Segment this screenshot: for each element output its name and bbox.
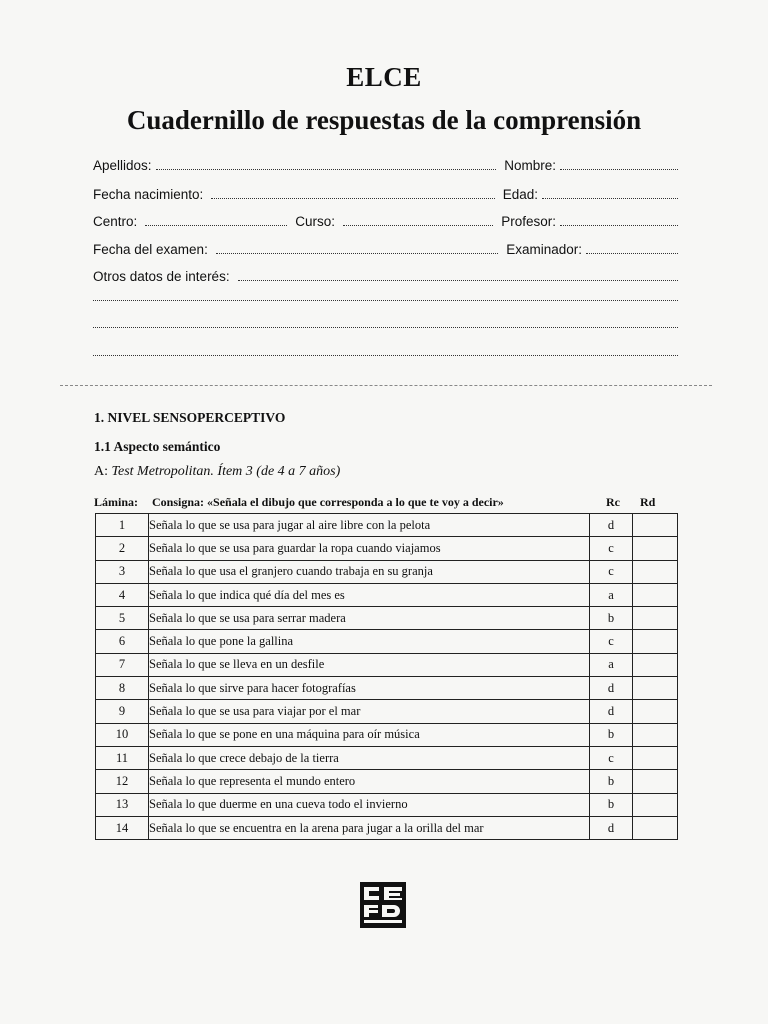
test-prefix: A: [94, 464, 108, 479]
lamina-number: 9 [96, 700, 149, 723]
fecha-nacimiento-label: Fecha nacimiento: [93, 187, 204, 202]
rd-answer-cell[interactable] [633, 537, 678, 560]
extra-line-1[interactable] [93, 297, 678, 301]
test-name: Test Metropolitan. Ítem 3 (de 4 a 7 años) [111, 464, 341, 479]
rc-answer: c [590, 537, 633, 560]
consigna-text: Señala lo que indica qué día del mes es [149, 583, 590, 606]
rc-answer: a [590, 583, 633, 606]
lamina-number: 6 [96, 630, 149, 653]
apellidos-field[interactable] [156, 166, 497, 170]
centro-field[interactable] [145, 222, 287, 226]
lamina-number: 2 [96, 537, 149, 560]
fecha-examen-label: Fecha del examen: [93, 242, 208, 257]
rd-answer-cell[interactable] [633, 700, 678, 723]
col-rd-header: Rd [640, 495, 656, 509]
col-rc-header: Rc [606, 495, 620, 509]
consigna-text: Señala lo que se usa para viajar por el mar [149, 700, 590, 723]
form-row-extra-3 [93, 352, 678, 372]
answer-table [95, 513, 678, 840]
rd-answer-cell[interactable] [633, 770, 678, 793]
table-row [96, 630, 678, 653]
rc-answer: b [590, 607, 633, 630]
rc-answer: d [590, 514, 633, 537]
rc-answer: c [590, 560, 633, 583]
rc-answer: d [590, 677, 633, 700]
curso-label: Curso: [295, 214, 336, 229]
rd-answer-cell[interactable] [633, 816, 678, 839]
rd-answer-cell[interactable] [633, 560, 678, 583]
test-title [94, 464, 340, 480]
consigna-text: Señala lo que se pone en una máquina para oír música [149, 723, 590, 746]
consigna-text: Señala lo que se usa para jugar al aire libre con la pelota [149, 514, 590, 537]
consigna-text: Señala lo que pone la gallina [149, 630, 590, 653]
rc-answer: c [590, 746, 633, 769]
consigna-text: Señala lo que se usa para serrar madera [149, 607, 590, 630]
cepe-logo-icon [360, 882, 406, 928]
lamina-number: 8 [96, 677, 149, 700]
table-row [96, 537, 678, 560]
rd-answer-cell[interactable] [633, 630, 678, 653]
table-row [96, 700, 678, 723]
apellidos-label: Apellidos: [93, 158, 152, 173]
lamina-number: 14 [96, 816, 149, 839]
otros-datos-field[interactable] [238, 277, 678, 281]
curso-field[interactable] [343, 222, 493, 226]
lamina-number: 13 [96, 793, 149, 816]
form-row-fecha-nacimiento [93, 187, 678, 207]
extra-line-2[interactable] [93, 324, 678, 328]
col-lamina-header: Lámina: [94, 495, 139, 509]
rc-answer: d [590, 816, 633, 839]
table-row [96, 816, 678, 839]
consigna-text: Señala lo que duerme en una cueva todo el invierno [149, 793, 590, 816]
consigna-text: Señala lo que se encuentra en la arena para jugar a la orilla del mar [149, 816, 590, 839]
form-row-fecha-examen [93, 242, 678, 262]
edad-field[interactable] [542, 195, 678, 199]
examinador-label: Examinador: [506, 242, 582, 257]
rd-answer-cell[interactable] [633, 653, 678, 676]
fecha-nacimiento-field[interactable] [211, 195, 494, 199]
rd-answer-cell[interactable] [633, 583, 678, 606]
consigna-text: Señala lo que representa el mundo entero [149, 770, 590, 793]
rc-answer: a [590, 653, 633, 676]
table-row [96, 607, 678, 630]
col-consigna-header: Consigna: «Señala el dibujo que corresponda a lo que te voy a decir» [152, 495, 504, 509]
rd-answer-cell[interactable] [633, 514, 678, 537]
form-row-extra-1 [93, 297, 678, 317]
lamina-number: 3 [96, 560, 149, 583]
consigna-text: Señala lo que se lleva en un desfile [149, 653, 590, 676]
table-row [96, 793, 678, 816]
lamina-number: 10 [96, 723, 149, 746]
form-row-extra-2 [93, 324, 678, 344]
lamina-number: 1 [96, 514, 149, 537]
rc-answer: b [590, 793, 633, 816]
lamina-number: 11 [96, 746, 149, 769]
profesor-field[interactable] [560, 222, 678, 226]
rd-answer-cell[interactable] [633, 677, 678, 700]
document-subtitle: Cuadernillo de respuestas de la comprensión [126, 105, 642, 135]
fecha-examen-field[interactable] [216, 250, 498, 254]
form-row-apellidos [93, 158, 678, 178]
rd-answer-cell[interactable] [633, 723, 678, 746]
otros-datos-label: Otros datos de interés: [93, 269, 230, 284]
table-row [96, 514, 678, 537]
consigna-text: Señala lo que crece debajo de la tierra [149, 746, 590, 769]
consigna-text: Señala lo que usa el granjero cuando trabaja en su granja [149, 560, 590, 583]
form-row-otros-datos [93, 269, 678, 289]
table-row [96, 723, 678, 746]
examinador-field[interactable] [586, 250, 678, 254]
table-row [96, 677, 678, 700]
table-row [96, 770, 678, 793]
rd-answer-cell[interactable] [633, 607, 678, 630]
lamina-number: 12 [96, 770, 149, 793]
extra-line-3[interactable] [93, 352, 678, 356]
section-heading: 1. NIVEL SENSOPERCEPTIVO [94, 410, 286, 425]
edad-label: Edad: [502, 187, 538, 202]
profesor-label: Profesor: [501, 214, 556, 229]
consigna-text: Señala lo que se usa para guardar la ropa cuando viajamos [149, 537, 590, 560]
consigna-text: Señala lo que sirve para hacer fotografías [149, 677, 590, 700]
nombre-label: Nombre: [504, 158, 556, 173]
rc-answer: c [590, 630, 633, 653]
form-row-centro [93, 214, 678, 234]
table-row [96, 746, 678, 769]
table-row [96, 653, 678, 676]
table-header [94, 495, 679, 511]
table-row [96, 560, 678, 583]
rd-answer-cell[interactable] [633, 746, 678, 769]
lamina-number: 7 [96, 653, 149, 676]
lamina-number: 5 [96, 607, 149, 630]
section-subheading: 1.1 Aspecto semántico [94, 439, 221, 454]
lamina-number: 4 [96, 583, 149, 606]
rc-answer: b [590, 723, 633, 746]
nombre-field[interactable] [560, 166, 678, 170]
rc-answer: d [590, 700, 633, 723]
section-divider [60, 385, 712, 386]
rc-answer: b [590, 770, 633, 793]
centro-label: Centro: [93, 214, 138, 229]
document-title: ELCE [346, 62, 422, 92]
rd-answer-cell[interactable] [633, 793, 678, 816]
table-row [96, 583, 678, 606]
